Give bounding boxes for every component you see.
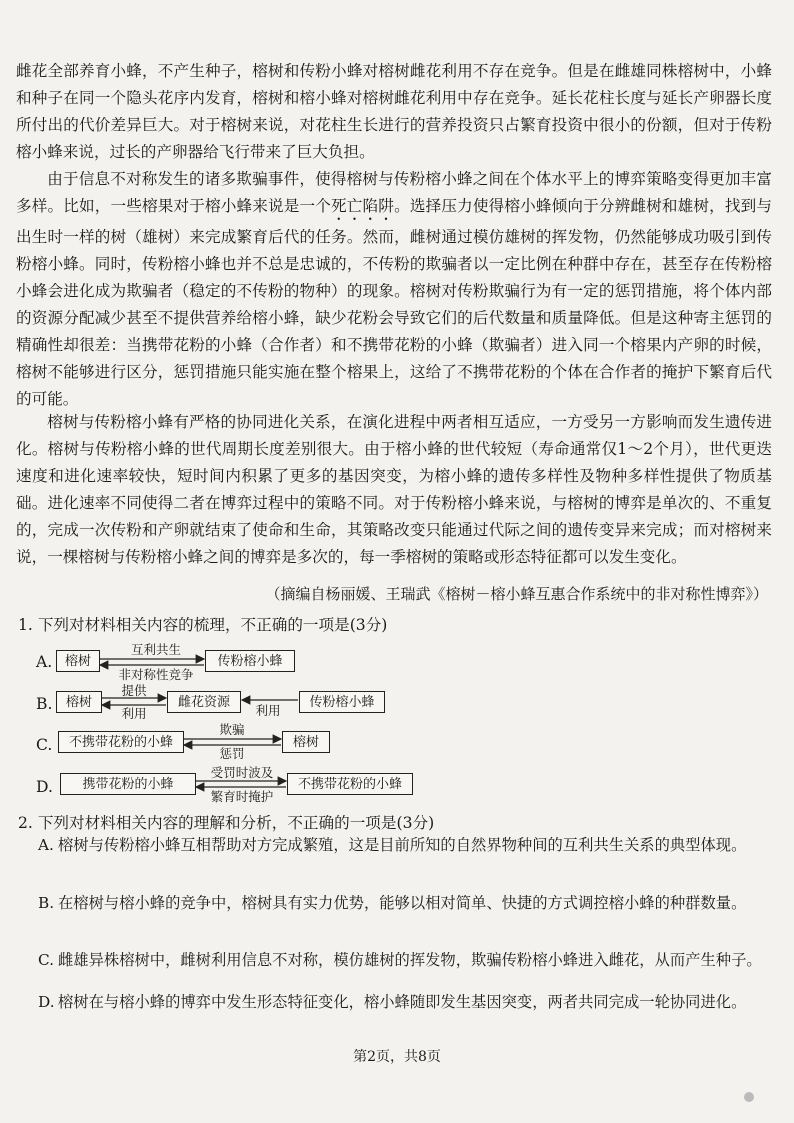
paragraph-2-part-1: 由于信息不对称发生的诸多欺骗事件，使得榕树与传粉榕小蜂之间在个体水平上的博弈策略变得更加丰富多样。比如，一些榕果对于榕小蜂来说是一个	[16, 170, 772, 215]
q1-b-middle-box: 雌花资源	[167, 691, 241, 713]
q2-option-a-letter: A.	[38, 836, 54, 854]
q1-option-d-letter: D.	[36, 778, 53, 796]
q1-a-top-label: 互利共生	[130, 642, 181, 657]
q1-option-c-letter: C.	[36, 736, 53, 754]
q1-b-label-provide: 提供	[121, 683, 147, 698]
q2-option-c-letter: C.	[38, 951, 55, 969]
q1-c-right-box: 榕树	[282, 731, 330, 753]
q1-option-b-letter: B.	[36, 695, 53, 713]
q1-b-label-use: 利用	[121, 706, 147, 721]
q1-d-right-box: 不携带花粉的小蜂	[287, 773, 413, 795]
q1-a-bottom-label: 非对称性竞争	[118, 667, 194, 682]
source-citation: （摘编自杨丽媛、王瑞武《榕树－榕小蜂互惠合作系统中的非对称性博弈》）	[265, 585, 768, 603]
question-2-stem: 2. 下列对材料相关内容的理解和分析，不正确的一项是(3分)	[18, 814, 435, 832]
q1-d-bottom-label: 繁育时掩护	[210, 789, 274, 804]
paragraph-2-part-2: 。选择压力使得榕小蜂倾向于分辨雌树和雄树，找到与出生时一样的树（雄树）来完成繁育后代的任务。然而，雌树通过模仿雄树的挥发物，仍然能够成功吸引到传粉榕小蜂。同时，传粉榕小蜂也并不总是忠诚的，不传粉的欺骗者以一定比例在种群中存在，甚至存在传粉榕小蜂会进化成为欺骗者（稳定的不传粉的物种）的现象。榕树对传粉欺骗行为有一定的惩罚措施，将个体内部的资源分配减少甚至不提供营养给榕小蜂，缺少花粉会导致它们的后代数量和质量降低。但是这种寄主惩罚的精确性却很差：当携带花粉的小蜂（合作者）和不携带花粉的小蜂（欺骗者）进入同一个榕果内产卵的时候，榕树不能够进行区分，惩罚措施只能实施在整个榕果上，这给了不携带花粉的个体在合作者的掩护下繁育后代的可能。	[16, 197, 772, 408]
q1-a-left-box: 榕树	[56, 650, 100, 672]
question-1-stem: 1. 下列对材料相关内容的梳理，不正确的一项是(3分)	[18, 616, 388, 634]
q1-b-left-box: 榕树	[56, 691, 102, 713]
q1-d-top-label: 受罚时波及	[210, 765, 274, 780]
q1-c-top-label: 欺骗	[219, 722, 245, 737]
q2-option-c-text: 雌雄异株榕树中，雌树利用信息不对称，模仿雄树的挥发物，欺骗传粉榕小蜂进入雌花，从而产生种子。	[58, 951, 762, 969]
q2-option-d	[38, 988, 774, 1016]
page-footer: 第2页，共8页	[353, 1049, 441, 1065]
q1-option-a-letter: A.	[36, 653, 53, 671]
emphasized-phrase: 死亡陷阱	[331, 197, 395, 215]
q2-option-b	[38, 889, 774, 917]
q2-option-c	[38, 946, 774, 974]
q2-option-b-text: 在榕树与榕小蜂的竞争中，榕树具有实力优势，能够以相对简单、快捷的方式调控榕小蜂的种群数量。	[58, 894, 747, 912]
q1-d-left-box: 携带花粉的小蜂	[60, 773, 196, 795]
q1-b-right-box: 传粉榕小蜂	[299, 691, 385, 713]
q2-option-a	[38, 831, 774, 859]
q1-c-bottom-label: 惩罚	[219, 746, 245, 761]
q1-c-left-box: 不携带花粉的小蜂	[58, 731, 184, 753]
paragraph-3: 榕树与传粉榕小蜂有严格的协同进化关系，在演化进程中两者相互适应，一方受另一方影响而发生遗传进化。榕树与传粉榕小蜂的世代周期长度差别很大。由于榕小蜂的世代较短（寿命通常仅1～2个月），世代更迭速度和进化速率较快，短时间内积累了更多的基因突变，为榕小蜂的遗传多样性及物种多样性提供了物质基础。进化速率不同使得二者在博弈过程中的策略不同。对于传粉榕小蜂来说，与榕树的博弈是单次的、不重复的，完成一次传粉和产卵就结束了使命和生命，其策略改变只能通过代际之间的遗传变异来完成；而对榕树来说，一棵榕树与传粉榕小蜂之间的博弈是多次的，每一季榕树的策略或形态特征都可以发生变化。	[16, 413, 772, 566]
paragraph-1: 雌花全部养育小蜂，不产生种子，榕树和传粉小蜂对榕树雌花利用不存在竞争。但是在雌雄同株榕树中，小蜂和种子在同一个隐头花序内发育，榕树和榕小蜂对榕树雌花利用中存在竞争。延长花柱长度与延长产卵器长度所付出的代价差异巨大。对于榕树来说，对花柱生长进行的营养投资只占繁育投资中很小的份额，但对于传粉榕小蜂来说，过长的产卵器给飞行带来了巨大负担。	[16, 62, 772, 161]
q2-option-a-text: 榕树与传粉榕小蜂互相帮助对方完成繁殖，这是目前所知的自然界物种间的互利共生关系的典型体现。	[58, 836, 747, 854]
scan-mark	[744, 1092, 754, 1102]
q2-option-d-text: 榕树在与榕小蜂的博弈中发生形态特征变化，榕小蜂随即发生基因突变，两者共同完成一轮协同进化。	[58, 993, 747, 1011]
q1-a-right-box: 传粉榕小蜂	[205, 650, 295, 672]
q2-option-b-letter: B.	[38, 894, 55, 912]
q1-b-label-use-2: 利用	[255, 703, 281, 718]
q2-option-d-letter: D.	[38, 993, 55, 1011]
